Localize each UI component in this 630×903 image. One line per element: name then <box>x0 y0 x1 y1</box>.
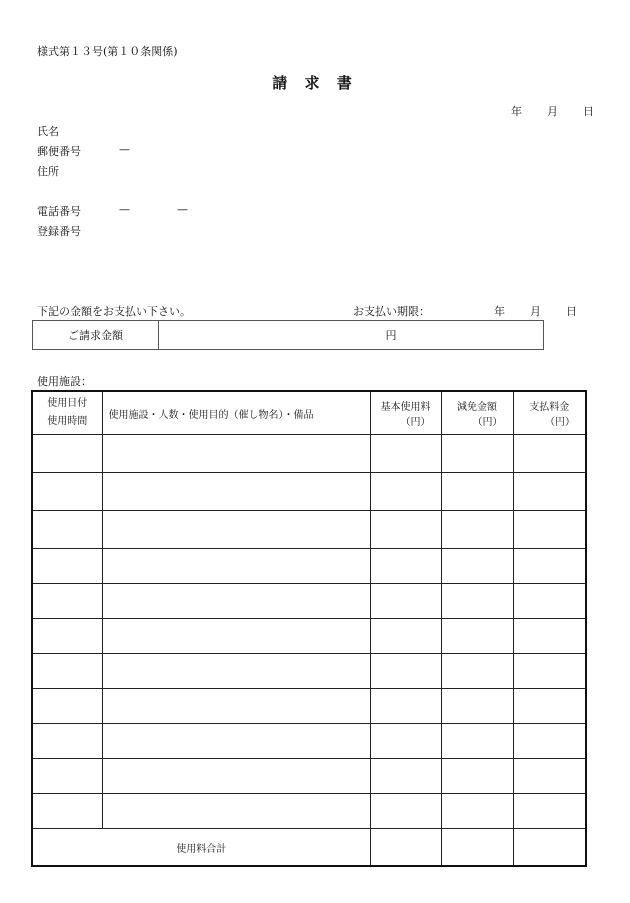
header-payment-label: 支払料金 <box>529 402 570 413</box>
basic-fee-cell[interactable] <box>370 724 441 759</box>
details-cell[interactable] <box>102 584 370 619</box>
basic-fee-cell[interactable] <box>370 435 441 473</box>
payment-cell[interactable] <box>513 435 586 473</box>
table-row <box>32 549 586 584</box>
details-cell[interactable] <box>102 759 370 794</box>
address-label: 住所 <box>37 165 59 178</box>
deadline-year: 年 <box>494 305 505 318</box>
date-cell[interactable] <box>32 689 102 724</box>
payment-cell[interactable] <box>513 549 586 584</box>
total-payment-cell[interactable] <box>513 829 586 867</box>
header-discount-unit: （円） <box>472 417 503 428</box>
form-number: 様式第１３号(第１０条関係) <box>37 45 178 58</box>
basic-fee-cell[interactable] <box>370 473 441 511</box>
header-basic-label: 基本使用料 <box>380 402 431 413</box>
details-cell[interactable] <box>102 794 370 829</box>
basic-fee-cell[interactable] <box>370 759 441 794</box>
header-basic-fee <box>370 391 441 435</box>
discount-cell[interactable] <box>441 511 513 549</box>
discount-cell[interactable] <box>441 435 513 473</box>
discount-cell[interactable] <box>441 584 513 619</box>
payment-cell[interactable] <box>513 724 586 759</box>
payment-cell[interactable] <box>513 511 586 549</box>
table-row <box>32 511 586 549</box>
phone-dash-2: — <box>177 203 188 216</box>
header-date-time <box>32 391 102 435</box>
total-row <box>32 829 586 867</box>
table-row <box>32 435 586 473</box>
details-cell[interactable] <box>102 654 370 689</box>
amount-unit: 円 <box>385 329 397 342</box>
header-discount <box>441 391 513 435</box>
discount-cell[interactable] <box>441 549 513 584</box>
total-label: 使用料合計 <box>32 829 370 867</box>
total-basic-cell[interactable] <box>370 829 441 867</box>
payment-cell[interactable] <box>513 689 586 724</box>
deadline-label: お支払い期限： <box>353 305 430 318</box>
usage-table <box>31 390 587 867</box>
payment-note: 下記の金額をお支払い下さい。 <box>37 305 191 318</box>
payment-cell[interactable] <box>513 473 586 511</box>
discount-cell[interactable] <box>441 654 513 689</box>
date-cell[interactable] <box>32 584 102 619</box>
date-cell[interactable] <box>32 549 102 584</box>
deadline-day: 日 <box>566 305 577 318</box>
basic-fee-cell[interactable] <box>370 511 441 549</box>
table-row <box>32 689 586 724</box>
table-row <box>32 724 586 759</box>
header-date: 使用日付 <box>47 398 88 409</box>
discount-cell[interactable] <box>441 619 513 654</box>
details-cell[interactable] <box>102 511 370 549</box>
date-cell[interactable] <box>32 724 102 759</box>
payment-cell[interactable] <box>513 584 586 619</box>
payment-cell[interactable] <box>513 759 586 794</box>
date-month: 月 <box>547 105 558 118</box>
table-row <box>32 759 586 794</box>
registration-label: 登録番号 <box>37 225 81 238</box>
amount-value-field[interactable] <box>159 321 543 349</box>
details-cell[interactable] <box>102 549 370 584</box>
basic-fee-cell[interactable] <box>370 619 441 654</box>
discount-cell[interactable] <box>441 759 513 794</box>
total-discount-cell[interactable] <box>441 829 513 867</box>
details-cell[interactable] <box>102 724 370 759</box>
date-cell[interactable] <box>32 435 102 473</box>
details-cell[interactable] <box>102 473 370 511</box>
table-row <box>32 619 586 654</box>
date-cell[interactable] <box>32 654 102 689</box>
deadline-month: 月 <box>530 305 541 318</box>
date-cell[interactable] <box>32 794 102 829</box>
details-cell[interactable] <box>102 619 370 654</box>
payment-cell[interactable] <box>513 619 586 654</box>
payment-cell[interactable] <box>513 794 586 829</box>
basic-fee-cell[interactable] <box>370 654 441 689</box>
document-title: 請 求 書 <box>272 74 358 92</box>
basic-fee-cell[interactable] <box>370 794 441 829</box>
phone-label: 電話番号 <box>37 205 81 218</box>
postal-label: 郵便番号 <box>37 145 81 158</box>
discount-cell[interactable] <box>441 724 513 759</box>
table-row <box>32 584 586 619</box>
header-discount-label: 減免金額 <box>457 402 497 413</box>
header-time: 使用時間 <box>47 416 88 427</box>
details-cell[interactable] <box>102 689 370 724</box>
discount-cell[interactable] <box>441 689 513 724</box>
date-cell[interactable] <box>32 619 102 654</box>
payment-cell[interactable] <box>513 654 586 689</box>
date-day: 日 <box>583 105 594 118</box>
discount-cell[interactable] <box>441 473 513 511</box>
header-payment-unit: （円） <box>545 417 575 428</box>
name-label: 氏名 <box>37 125 59 138</box>
basic-fee-cell[interactable] <box>370 584 441 619</box>
date-cell[interactable] <box>32 511 102 549</box>
basic-fee-cell[interactable] <box>370 689 441 724</box>
postal-dash: — <box>119 143 130 156</box>
date-cell[interactable] <box>32 473 102 511</box>
table-row <box>32 473 586 511</box>
header-payment <box>513 391 586 435</box>
discount-cell[interactable] <box>441 794 513 829</box>
amount-label: ご請求金額 <box>33 321 159 349</box>
table-header-row <box>32 391 586 435</box>
table-row <box>32 794 586 829</box>
amount-box <box>32 320 544 350</box>
date-cell[interactable] <box>32 759 102 794</box>
basic-fee-cell[interactable] <box>370 549 441 584</box>
header-details: 使用施設・人数・使用目的（催し物名）・備品 <box>102 391 370 435</box>
phone-dash-1: — <box>119 203 130 216</box>
header-basic-unit: （円） <box>400 417 431 428</box>
date-year: 年 <box>511 105 522 118</box>
table-row <box>32 654 586 689</box>
facility-label: 使用施設： <box>37 375 92 388</box>
details-cell[interactable] <box>102 435 370 473</box>
